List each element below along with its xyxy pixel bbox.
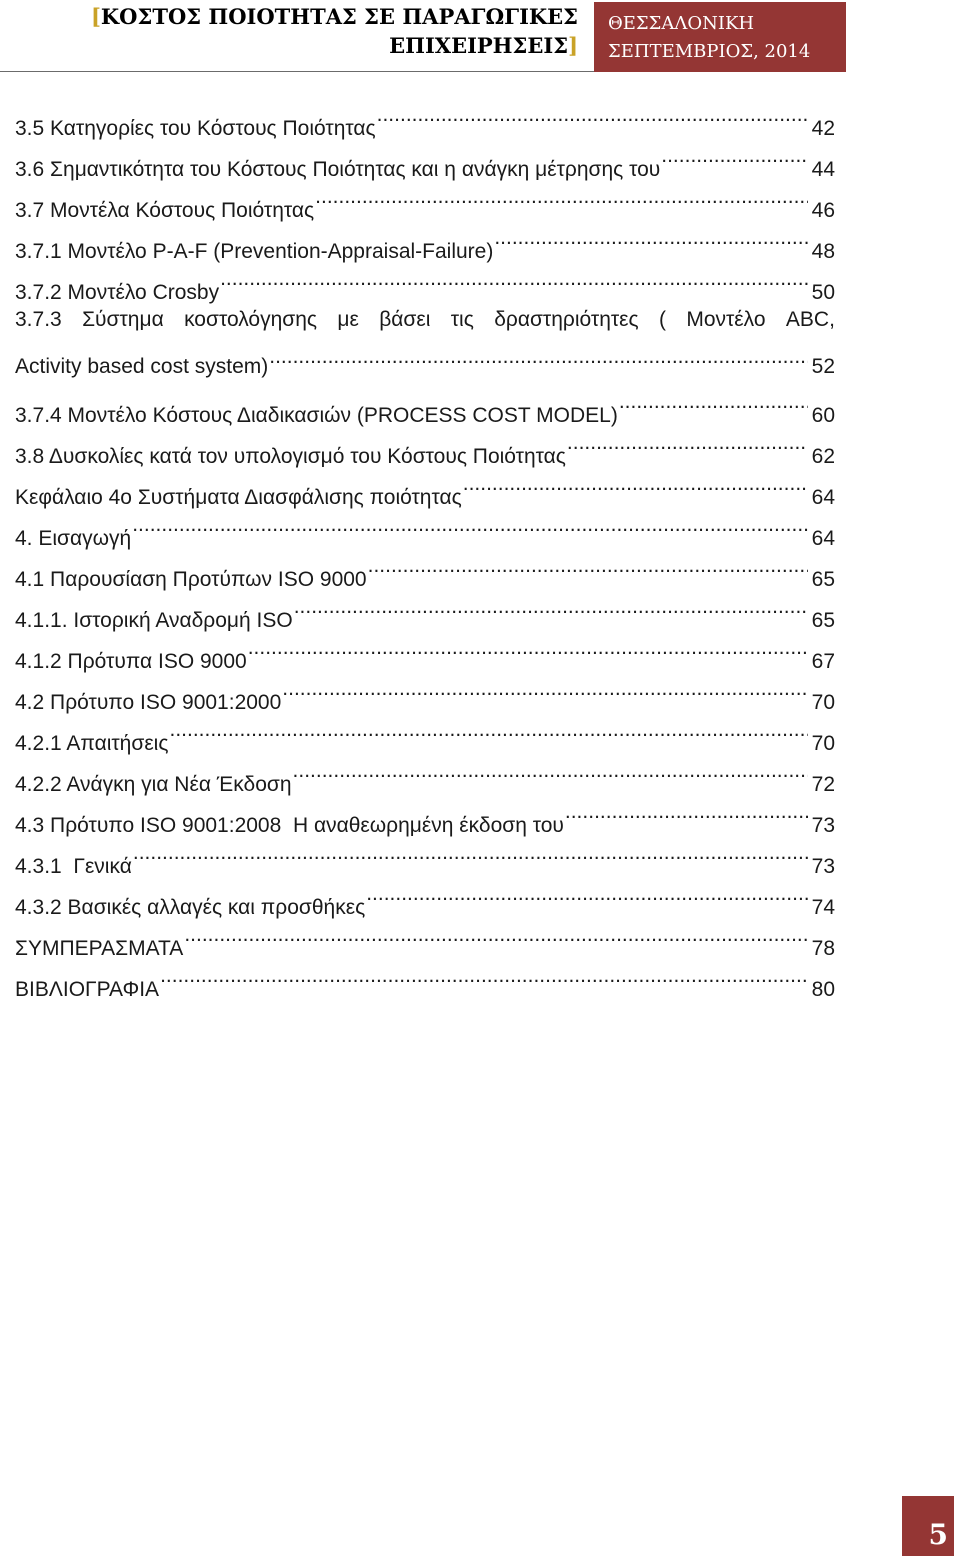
toc-entry-label: 3.6 Σημαντικότητα του Κόστους Ποιότητας και η ανάγκη μέτρησης του bbox=[15, 158, 661, 181]
toc-entry-page: 73 bbox=[811, 855, 835, 878]
toc-entry-page: 44 bbox=[811, 158, 835, 181]
page-number: 5 bbox=[928, 1518, 948, 1551]
toc-entry-page: 64 bbox=[811, 527, 835, 550]
toc-dot-leader bbox=[133, 832, 808, 873]
toc-entry-label: 3.7.4 Μοντέλο Κόστους Διαδικασιών (PROCESS COST MODEL) bbox=[15, 404, 618, 427]
page-header bbox=[0, 0, 960, 72]
toc-entry-label: 4.2.1 Απαιτήσεις bbox=[15, 732, 169, 755]
toc-dot-leader bbox=[567, 422, 808, 463]
toc-entry-page: 52 bbox=[811, 355, 835, 378]
toc-word: με bbox=[337, 308, 359, 331]
toc-dot-leader bbox=[132, 504, 808, 545]
toc-entry-page: 73 bbox=[811, 814, 835, 837]
toc-entry-page: 65 bbox=[811, 609, 835, 632]
toc-word: 3.7.3 bbox=[15, 308, 62, 331]
toc-entry-page: 70 bbox=[811, 691, 835, 714]
toc-entry-label: Activity based cost system) bbox=[15, 355, 269, 378]
toc-entry-wrapped[interactable] bbox=[15, 299, 835, 381]
table-of-contents bbox=[15, 94, 835, 1001]
toc-entry-label: 3.7 Μοντέλα Κόστους Ποιότητας bbox=[15, 199, 315, 222]
toc-dot-leader bbox=[494, 217, 808, 258]
toc-entry-label: 3.7.1 Μοντέλο P-A-F (Prevention-Appraisal-Failure) bbox=[15, 240, 494, 263]
toc-entry-page: 62 bbox=[811, 445, 835, 468]
header-location: ΘΕΣΣΑΛΟΝΙΚΗ bbox=[608, 13, 755, 34]
toc-entry-page: 65 bbox=[811, 568, 835, 591]
toc-word: βάσει bbox=[379, 308, 431, 331]
toc-entry-page: 50 bbox=[811, 281, 835, 304]
toc-dot-leader bbox=[248, 627, 808, 668]
toc-word: ( bbox=[659, 308, 666, 331]
toc-dot-leader bbox=[184, 914, 808, 955]
document-title-line-2: ΕΠΙΧΕΙΡΗΣΕΙΣ bbox=[389, 33, 569, 58]
toc-entry-label: 4.1 Παρουσίαση Προτύπων ISO 9000 bbox=[15, 568, 367, 591]
toc-word: τις bbox=[450, 308, 474, 331]
header-location-box bbox=[594, 2, 846, 72]
toc-entry-page: 80 bbox=[811, 978, 835, 1001]
toc-word: δραστηριότητες bbox=[494, 308, 639, 331]
toc-entry-label: 4.1.1. Ιστορική Αναδρομή ISO bbox=[15, 609, 293, 632]
toc-word: ABC, bbox=[785, 308, 835, 331]
toc-dot-leader bbox=[366, 873, 808, 914]
toc-entry-page: 48 bbox=[811, 240, 835, 263]
toc-dot-leader bbox=[169, 709, 808, 750]
toc-dot-leader bbox=[220, 258, 808, 299]
toc-dot-leader bbox=[269, 340, 808, 373]
toc-entry[interactable] bbox=[15, 545, 835, 591]
toc-entry-label: Κεφάλαιο 4ο Συστήματα Διασφάλισης ποιότητας bbox=[15, 486, 462, 509]
toc-dot-leader bbox=[160, 955, 808, 996]
toc-entry-line-1 bbox=[15, 299, 835, 340]
document-title bbox=[0, 2, 590, 68]
toc-entry[interactable] bbox=[15, 94, 835, 140]
toc-entry-line-2 bbox=[15, 340, 835, 381]
close-bracket: ] bbox=[568, 33, 578, 58]
page-number-badge bbox=[902, 1496, 954, 1556]
toc-entry-label: 4.3 Πρότυπο ISO 9001:2008 Η αναθεωρημένη έκδοση του bbox=[15, 814, 564, 837]
toc-entry-label: 3.7.2 Μοντέλο Crosby bbox=[15, 281, 220, 304]
toc-entry-label: 4. Εισαγωγή bbox=[15, 527, 132, 550]
toc-dot-leader bbox=[377, 94, 808, 135]
open-bracket: [ bbox=[90, 4, 101, 29]
toc-word: Μοντέλο bbox=[686, 308, 766, 331]
toc-dot-leader bbox=[282, 668, 808, 709]
toc-entry-page: 67 bbox=[811, 650, 835, 673]
toc-word: κοστολόγησης bbox=[184, 308, 318, 331]
toc-entry-label: 4.3.1 Γενικά bbox=[15, 855, 132, 878]
toc-entry-label: 3.5 Κατηγορίες του Κόστους Ποιότητας bbox=[15, 117, 376, 140]
toc-entry-page: 46 bbox=[811, 199, 835, 222]
toc-entry-page: 60 bbox=[811, 404, 835, 427]
toc-word: Σύστημα bbox=[82, 308, 164, 331]
toc-dot-leader bbox=[565, 791, 808, 832]
toc-entry-label: ΒΙΒΛΙΟΓΡΑΦΙΑ bbox=[15, 978, 160, 1001]
toc-dot-leader bbox=[368, 545, 808, 586]
toc-entry-label: 3.8 Δυσκολίες κατά τον υπολογισμό του Κόστους Ποιότητας bbox=[15, 445, 566, 468]
toc-entry[interactable] bbox=[15, 504, 835, 550]
toc-dot-leader bbox=[619, 381, 808, 422]
toc-entry[interactable] bbox=[15, 832, 835, 878]
toc-dot-leader bbox=[293, 750, 808, 791]
toc-entry[interactable] bbox=[15, 873, 835, 919]
toc-entry-page: 74 bbox=[811, 896, 835, 919]
toc-entry-label: 4.1.2 Πρότυπα ISO 9000 bbox=[15, 650, 247, 673]
toc-dot-leader bbox=[315, 176, 808, 217]
header-divider bbox=[0, 71, 594, 72]
toc-entry-page: 70 bbox=[811, 732, 835, 755]
toc-entry-label: 4.2 Πρότυπο ISO 9001:2000 bbox=[15, 691, 282, 714]
toc-entry[interactable] bbox=[15, 381, 835, 427]
toc-entry-page: 78 bbox=[811, 937, 835, 960]
toc-dot-leader bbox=[463, 463, 808, 504]
header-date: ΣΕΠΤΕΜΒΡΙΟΣ, 2014 bbox=[608, 41, 811, 62]
toc-entry-label: ΣΥΜΠΕΡΑΣΜΑΤΑ bbox=[15, 937, 184, 960]
toc-dot-leader bbox=[294, 586, 808, 627]
toc-entry-label: 4.3.2 Βασικές αλλαγές και προσθήκες bbox=[15, 896, 366, 919]
toc-dot-leader bbox=[661, 135, 808, 176]
document-title-line-1: ΚΟΣΤΟΣ ΠΟΙΟΤΗΤΑΣ ΣΕ ΠΑΡΑΓΩΓΙΚΕΣ bbox=[100, 4, 578, 29]
toc-entry-page: 42 bbox=[811, 117, 835, 140]
toc-entry-label: 4.2.2 Ανάγκη για Νέα Έκδοση bbox=[15, 773, 292, 796]
toc-entry-page: 64 bbox=[811, 486, 835, 509]
toc-entry-page: 72 bbox=[811, 773, 835, 796]
